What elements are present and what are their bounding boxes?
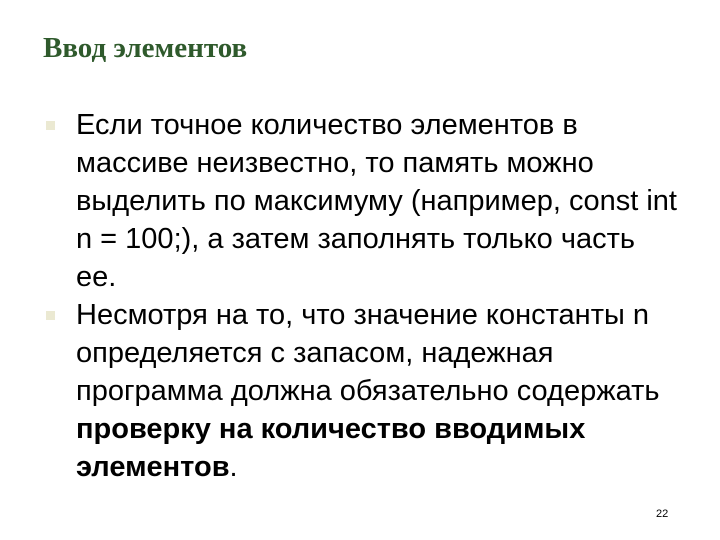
slide-title: Ввод элементов xyxy=(43,32,248,64)
bullet-text: Несмотря на то, что значение константы n определяется с запасом, надежная программа должна обязательно содержать xyxy=(76,299,660,407)
bullet-item-2 xyxy=(0,296,720,486)
square-bullet-icon xyxy=(46,121,55,130)
page-number: 22 xyxy=(656,508,669,520)
bullet-text: Если точное количество элементов в массиве неизвестно, то память можно выделить по максимуму (например, const int n = 100;), а затем заполнять только часть ее. xyxy=(76,109,677,293)
bullet-list xyxy=(0,106,720,486)
bullet-item-1 xyxy=(0,106,720,296)
bullet-text-end: . xyxy=(229,451,238,483)
square-bullet-icon xyxy=(46,311,55,320)
bullet-text-emphasis: проверку на количество вводимых элементов xyxy=(76,413,586,483)
